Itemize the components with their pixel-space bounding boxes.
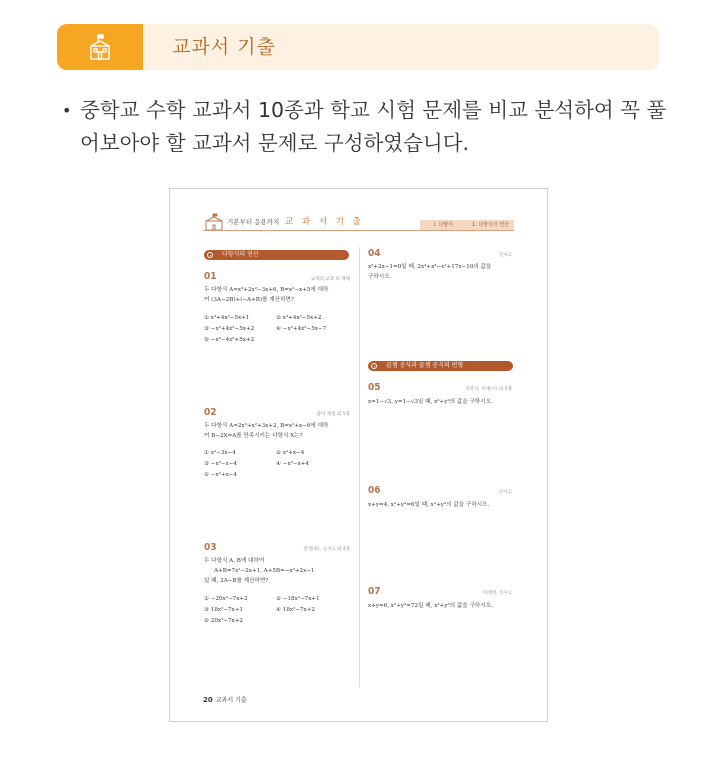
tab-section: 1. 다항식의 연산 <box>472 222 509 228</box>
school-building-icon <box>57 24 143 70</box>
column-divider <box>359 247 360 687</box>
section-heading-2 <box>368 361 513 371</box>
problem-number: 07 <box>368 586 381 597</box>
description-line-1: 중학교 수학 교과서 10종과 학교 시험 문제를 비교 분석하여 꼭 풀 <box>80 98 667 122</box>
problem-number: 02 <box>204 407 217 418</box>
header-rule <box>203 230 514 231</box>
page-header-title: 교 과 서 기 출 <box>285 217 364 227</box>
problem-source: 미래엔, 신사고 <box>483 591 512 596</box>
problem-number: 03 <box>204 542 217 553</box>
problem-number: 04 <box>368 248 381 259</box>
problem-source: 신사고 <box>498 253 512 258</box>
section-bullet-icon <box>371 363 377 369</box>
problem-text: 두 다항식 A, B에 대하여 A+B=7x²−2x+1, A+5B=−x²+2x−1 일 때, 2A−B를 계산하면? <box>204 558 315 584</box>
option: ② x²+x−4 <box>276 450 305 456</box>
option: ③ 18x²−7x+1 <box>204 607 243 613</box>
problem-number: 05 <box>368 382 381 393</box>
option: ③ −x³+4x²−5x+2 <box>204 326 255 332</box>
problem-text: x²+2x−1=0일 때, 2x⁴+x³−x²+17x−10의 값을 구하시오. <box>368 264 492 280</box>
page-number: 20 <box>203 696 213 704</box>
problem-source: 천재(류), 신사고 외 4종 <box>303 547 350 552</box>
footer-label: 교과서 기출 <box>215 697 247 704</box>
problem-source: 좋아 채점 외 5종 <box>316 412 350 417</box>
option: ③ −x²−x−4 <box>204 461 237 467</box>
banner-title: 교과서 기출 <box>172 36 276 58</box>
option: ② −18x²−7x+1 <box>276 596 320 602</box>
option: ④ −x³+4x²−5x−7 <box>276 326 327 332</box>
option: ② x³+4x²−5x+2 <box>276 315 322 321</box>
option: ⑤ −x³−4x²+5x+2 <box>204 337 255 343</box>
problem-source: 지학사, 천재(이) 외 5종 <box>465 387 512 392</box>
section-heading-label: 다항식의 연산 <box>222 251 259 258</box>
problem-source: 교재의 교과 외 채택 <box>310 277 350 282</box>
option: ④ 18x²−7x+2 <box>276 607 315 613</box>
problem-text: 두 다항식 A=x³+2x²−3x+6, B=x³−x+5에 대하 여 (3A−2B)+(−A+B)를 계산하면? <box>204 287 329 303</box>
section-heading-label: 곱셈 공식과 곱셈 공식의 변형 <box>386 362 464 369</box>
option: ⑤ 20x²−7x+2 <box>204 618 243 624</box>
option: ① −20x²−7x+2 <box>204 596 248 602</box>
problem-source: 신사고 <box>498 490 512 495</box>
page-header-subtitle: 기본부터 응용까지 <box>227 218 280 226</box>
problem-text: 두 다항식 A=2x³+x²+3x+2, B=x³+x−6에 대하 여 B−2X=A를 만족시키는 다항식 X는? <box>204 423 329 439</box>
problem-text: x=1−√3, y=1−√3일 때, x²+y²의 값을 구하시오. <box>368 399 493 405</box>
description-line-2: 어보아야 할 교과서 문제로 구성하였습니다. <box>80 131 470 155</box>
problem-text: x+y=4, x²+y²=6일 때, x³+y³의 값을 구하시오. <box>368 502 490 508</box>
bullet: • <box>62 101 72 120</box>
problem-text: x+y=6, x²+y²=72일 때, x³+y³의 값을 구하시오. <box>368 603 493 609</box>
option: ④ −x²−x+4 <box>276 461 309 467</box>
description <box>62 94 672 160</box>
section-bullet-icon <box>207 252 213 258</box>
problem-number: 06 <box>368 485 381 496</box>
tab-chapter: I. 다항식 <box>433 222 454 228</box>
problem-number: 01 <box>204 271 217 282</box>
section-banner <box>57 24 659 70</box>
page-header-icon <box>204 213 224 235</box>
page-footer <box>203 695 247 704</box>
textbook-page-preview <box>169 188 548 722</box>
option: ① x²−3x−4 <box>204 450 236 456</box>
section-heading-1 <box>204 250 349 260</box>
option: ① x³+4x²−5x+1 <box>204 315 250 321</box>
option: ⑤ −x²+x−4 <box>204 472 237 478</box>
